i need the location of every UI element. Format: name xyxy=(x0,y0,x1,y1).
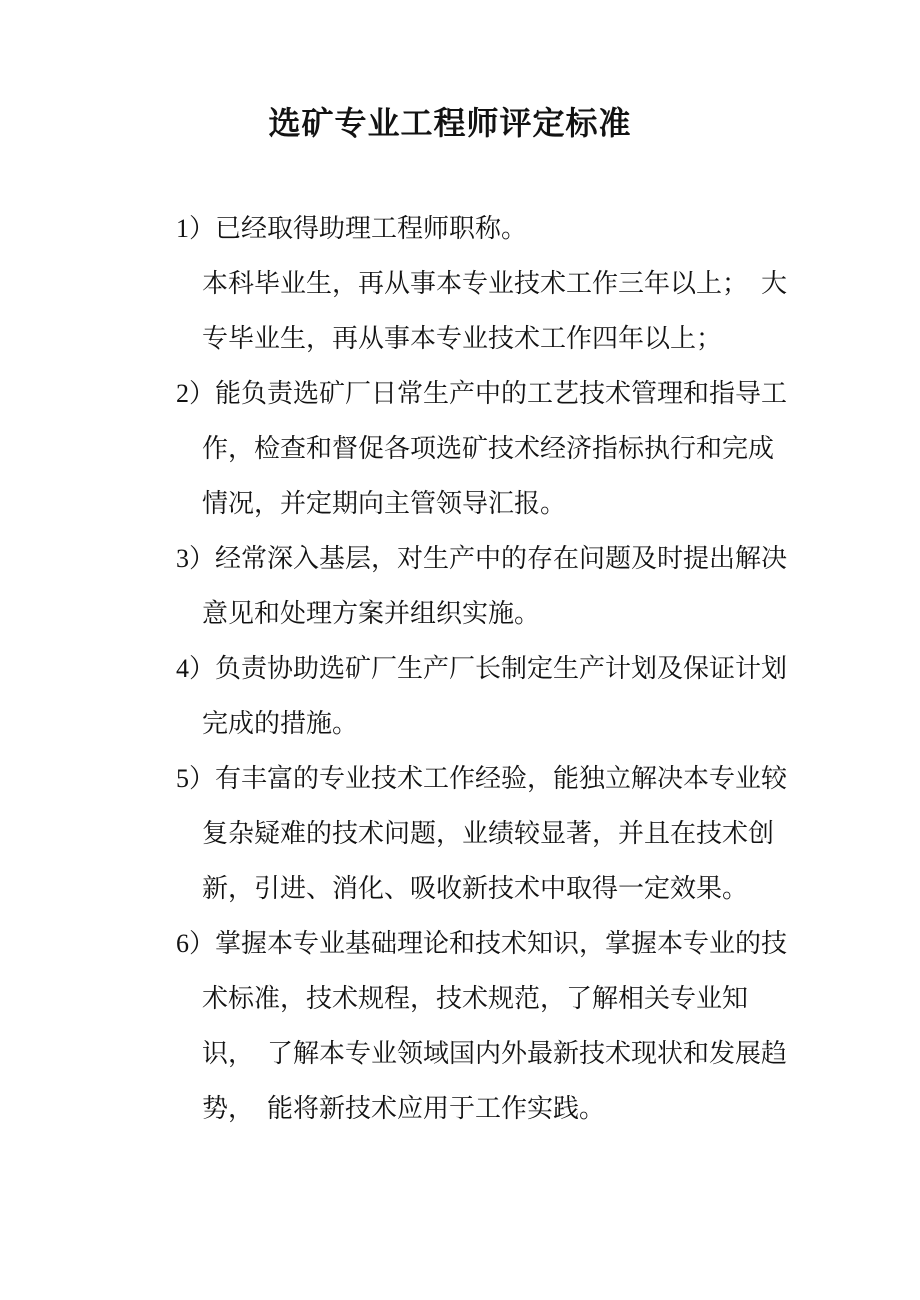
list-item-text: 能负责选矿厂日常生产中的工艺技术管理和指导工 xyxy=(215,379,788,408)
list-item-line xyxy=(176,531,920,586)
list-item-number: 4） xyxy=(176,654,216,683)
list-item-6 xyxy=(176,916,920,1136)
list-item-line: 术标准，技术规程，技术规范，了解相关专业知 xyxy=(202,984,749,1013)
list-item-number: 3） xyxy=(176,544,216,573)
list-item-text: 掌握本专业基础理论和技术知识，掌握本专业的技 xyxy=(215,929,788,958)
list-item-line xyxy=(176,201,920,256)
list-item-1 xyxy=(176,201,920,366)
list-item-line xyxy=(176,641,920,696)
list-item-4 xyxy=(176,641,920,751)
list-item-text: 有丰富的专业技术工作经验，能独立解决本专业较 xyxy=(215,764,788,793)
list-item-number: 1） xyxy=(176,214,216,243)
list-item-line: 完成的措施。 xyxy=(202,709,359,738)
list-item-line: 意见和处理方案并组织实施。 xyxy=(202,599,541,628)
list-item-line: 情况，并定期向主管领导汇报。 xyxy=(202,489,567,518)
list-item-3 xyxy=(176,531,920,641)
list-item-line: 势， 能将新技术应用于工作实践。 xyxy=(202,1094,606,1123)
list-item-line: 新，引进、消化、吸收新技术中取得一定效果。 xyxy=(202,874,749,903)
list-item-line: 作，检查和督促各项选矿技术经济指标执行和完成 xyxy=(202,434,775,463)
list-item-line xyxy=(176,751,920,806)
document-body xyxy=(0,201,920,1136)
list-item-text: 负责协助选矿厂生产厂长制定生产计划及保证计划 xyxy=(215,654,788,683)
list-item-number: 5） xyxy=(176,764,216,793)
list-item-line xyxy=(176,916,920,971)
list-item-number: 2） xyxy=(176,379,216,408)
list-item-text: 经常深入基层，对生产中的存在问题及时提出解决 xyxy=(215,544,788,573)
list-item-line: 本科毕业生，再从事本专业技术工作三年以上； 大 xyxy=(202,269,788,298)
list-item-text: 已经取得助理工程师职称。 xyxy=(215,214,528,243)
list-item-2 xyxy=(176,366,920,531)
list-item-line: 识， 了解本专业领域国内外最新技术现状和发展趋 xyxy=(202,1039,788,1068)
list-item-5 xyxy=(176,751,920,916)
list-item-line: 复杂疑难的技术问题，业绩较显著，并且在技术创 xyxy=(202,819,775,848)
list-item-number: 6） xyxy=(176,929,216,958)
list-item-line xyxy=(176,366,920,421)
list-item-line: 专毕业生，再从事本专业技术工作四年以上； xyxy=(202,324,723,353)
document-title: 选矿专业工程师评定标准 xyxy=(268,105,632,141)
